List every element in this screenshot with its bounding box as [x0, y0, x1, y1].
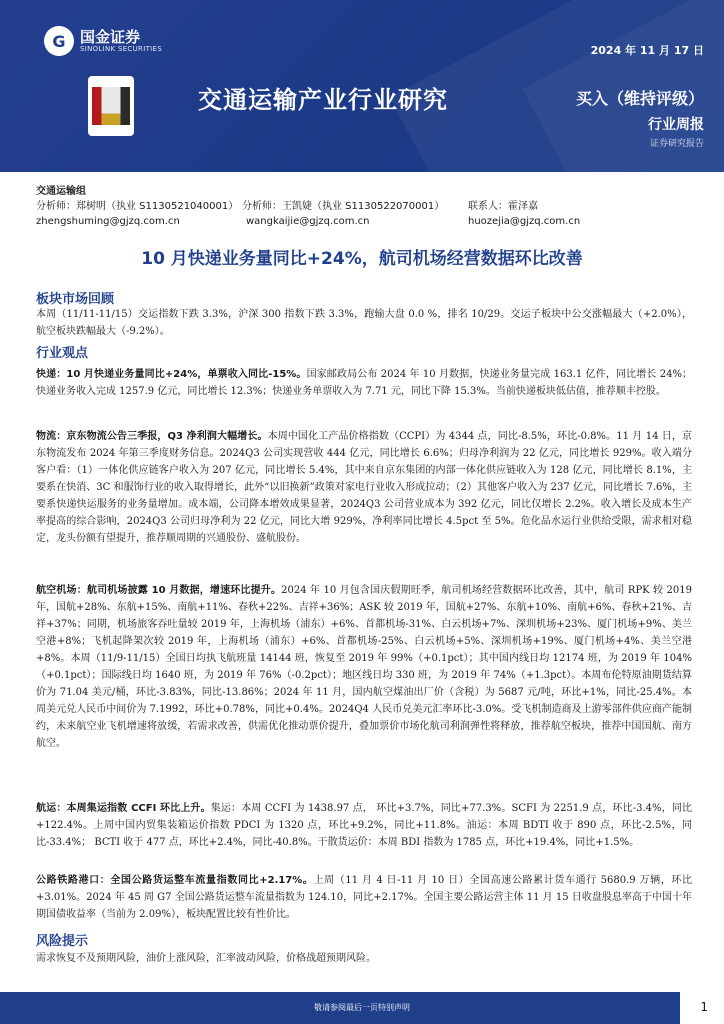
logo-text: 国金证券: [80, 27, 141, 46]
section-title-views: 行业观点: [36, 346, 89, 361]
road-paragraph: [36, 872, 692, 923]
road-text: 上周（11 月 4 日-11 月 10 日）全国高速公路累计货车通行 5680.9 万辆，环比+3.01%。2024 年 45 周 G7 全国公路货运整车流量指数为 124.10，同比+2.17%。全国主要公路运营主体 11 月 15 日收盘股息率高于中国十年期国债收益率（当前为 2.09%），板块配置比较有性价比。: [36, 875, 692, 920]
express-lead: 快递：10 月快递业务量同比+24%，单票收入同比-15%。: [36, 369, 307, 380]
analyst-2-email[interactable]: wangkaijie@gjzq.com.cn: [246, 216, 370, 227]
analyst-info: [36, 184, 696, 229]
road-lead: 公路铁路港口：全国公路货运整车流量指数同比+2.17%。: [36, 875, 314, 886]
market-review-text: 本周（11/11-11/15）交运指数下跌 3.3%，沪深 300 指数下跌 3.3%，跑输大盘 0.0 %，排名 10/29。交运子板块中公交涨幅最大（+2.0%），航空板块跌幅最大（-9.2%）。: [36, 309, 692, 337]
express-paragraph: [36, 366, 692, 400]
report-date: 2024 年 11 月 17 日: [590, 44, 704, 57]
logistics-paragraph: [36, 428, 692, 547]
company-logo: [44, 26, 162, 56]
report-subtype: 证券研究报告: [649, 139, 704, 149]
contact-email[interactable]: huozejia@gjzq.com.cn: [468, 216, 581, 227]
express-text: 国家邮政局公布 2024 年 10 月数据，快递业务量完成 163.1 亿件，同比增长 24%；快递业务收入完成 1257.9 亿元，同比增长 12.3%；快递业务单票收入为 7.71 元，同比下降 15.3%。当前快递板块低估值，推荐顺丰控股。: [36, 369, 692, 397]
shipping-lead: 航运：本周集运指数 CCFI 环比上升。: [36, 803, 211, 814]
rating-badge: 买入（维持评级）: [575, 89, 704, 108]
aviation-paragraph: [36, 582, 692, 752]
section-title-risk: 风险提示: [36, 934, 89, 949]
contact-person: 联系人：霍泽嘉: [468, 201, 538, 212]
aviation-lead: 航空机场：航司机场披露 10 月数据，增速环比提升。: [36, 585, 282, 596]
logo-en: SINOLINK SECURITIES: [80, 44, 162, 53]
logistics-text: 本周中国化工产品价格指数（CCPI）为 4344 点，同比-8.5%，环比-0.8%。11 月 14 日，京东物流发布 2024 年第三季度财务信息。2024Q3 公司实现营收 444 亿元，同比增长 6.6%；归母净利润为 22 亿元，同比增长 929%。收入端分客户看：（1）一体化供应链客户收入为 207 亿元，同比增长 5.4%，其中来自京东集团的内部一体化供应链收入为 128 亿元，同比增长 8.1%，主要系在快消、3C 和服饰行业的收入取得增长，此外“以旧换新”政策对家电行业收入形成拉动；（2）其他客户收入为 237 亿元，同比增长 7.6%，主要系快递快运服务的业务量增加。成本端，公司降本增效成果显著，2024Q3 公司营业成本为 392 亿元，同比仅增长 2.2%。收入增长及成本生产率提高的综合影响，2024Q3 公司归母净利为 22 亿元，同比大增 929%，净利率同比增长 4.5pct 至 5%。危化品水运行业供给受限，需求相对稳定，龙头份额有望提升，推荐顺周期的兴通股份、盛航股份。: [36, 431, 692, 544]
analyst-2: 分析师：王凯婕（执业 S1130522070001）: [242, 201, 445, 212]
report-type: 行业周报: [648, 117, 704, 133]
section-title-market: 板块市场回顾: [36, 292, 115, 307]
analyst-1: 分析师：郑树明（执业 S1130521040001）: [36, 201, 239, 212]
analyst-group: 交通运输组: [36, 186, 86, 197]
qr-code-icon: [88, 76, 134, 136]
footer-disclaimer[interactable]: 敬请参阅最后一页特别声明: [314, 1003, 410, 1012]
page-title: 交通运输产业行业研究: [198, 86, 448, 114]
page-number: 1: [700, 1000, 708, 1014]
analyst-1-email[interactable]: zhengshuming@gjzq.com.cn: [36, 216, 180, 227]
risk-text: 需求恢复不及预期风险，油价上涨风险，汇率波动风险，价格战超预期风险。: [36, 953, 376, 964]
shipping-paragraph: [36, 800, 692, 851]
report-header: [0, 0, 724, 172]
report-headline: 10 月快递业务量同比+24%，航司机场经营数据环比改善: [141, 249, 583, 269]
logo-mark-icon: G: [44, 26, 74, 56]
logistics-lead: 物流：京东物流公告三季报，Q3 净利润大幅增长。: [36, 431, 268, 442]
shipping-text: 集运：本周 CCFI 为 1438.97 点， 环比+3.7%，同比+77.3%。SCFI 为 2251.9 点，环比-3.4%，同比+122.4%。上周中国内贸集装箱运价指数 PDCI 为 1320 点，环比+9.2%，同比+11.8%。油运：本周 BDTI 收于 890 点，环比-2.5%，同比-33.4%； BCTI 收于 477 点，环比+2.4%，同比-40.8%。干散货运价：本周 BDI 指数为 1785 点，环比+19.4%，同比+1.5%。: [36, 803, 692, 848]
aviation-text: 2024 年 10 月包含国庆假期旺季，航司机场经营数据环比改善，其中，航司 RPK 较 2019 年，国航+28%、东航+15%、南航+11%、春秋+22%、吉祥+36%；ASK 较 2019 年，国航+27%、东航+10%、南航+6%、春秋+21%、吉祥+37%；同期，机场旅客吞吐量较 2019 年，上海机场（浦东）+6%、首都机场-31%、白云机场+7%、深圳机场+23%、厦门机场+9%、美兰空港+8%；飞机起降架次较 2019 年，上海机场（浦东）+6%、首都机场-25%、白云机场+5%、深圳机场+19%、厦门机场+4%、美兰空港+8%。本周（11/9-11/15）全国日均执飞航班量 14144 班，恢复至 2019 年 99%（+0.1pct）；其中国内线日均 12174 班，为 2019 年 104%（+0.1pct）；国际线日均 1640 班，为 2019 年 76%（-0.2pct）；地区线日均 330 班，为 2019 年 74%（+1.3pct）。本周布伦特原油期货结算价为 71.04 美元/桶，环比-3.83%，同比-13.86%；2024 年 11 月，国内航空煤油出厂价（含税）为 5687 元/吨，环比+1%，同比-25.4%。本周美元兑人民币中间价为 7.1992，环比+0.78%，同比+0.4%。2024Q4 人民币兑美元汇率环比-3.0%。受飞机制造商及上游零部件供应商产能制约，未来航空业飞机增速将放缓，若需求改善，供需优化推动票价提升，叠加票价市场化航司利润弹性将释放，推荐航空板块，推荐中国国航、南方航空。: [36, 585, 692, 749]
